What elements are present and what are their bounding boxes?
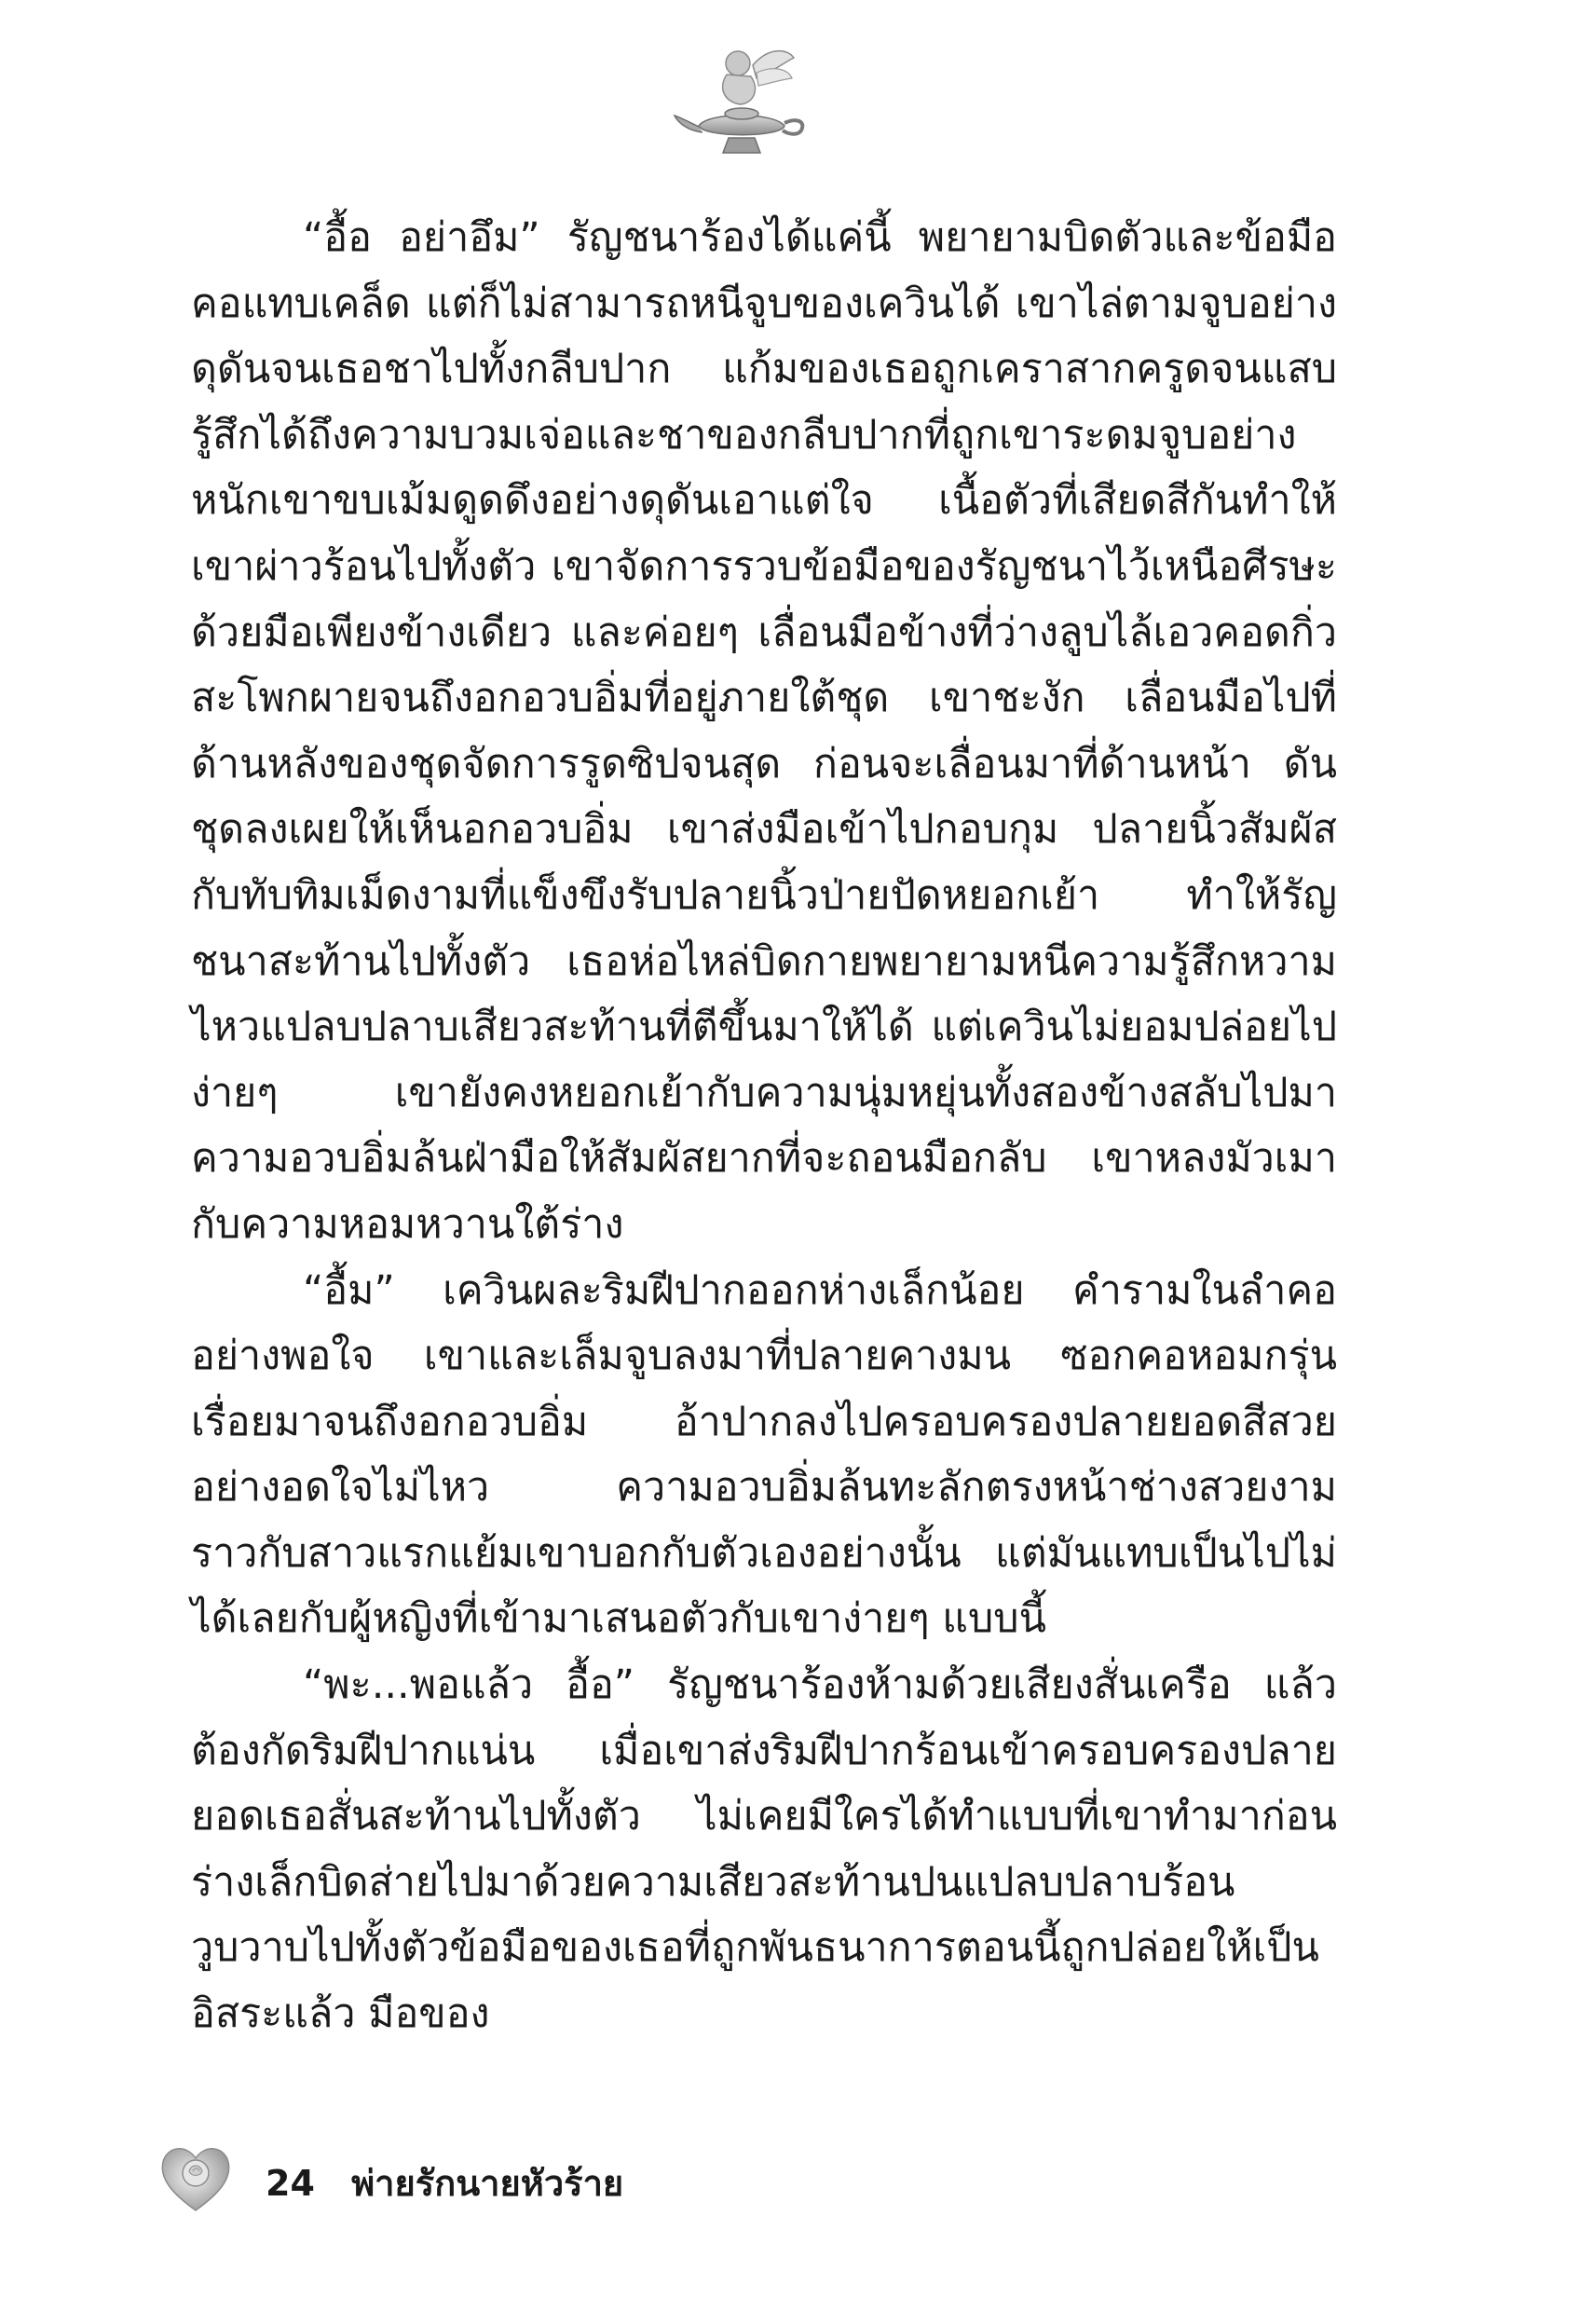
rose-heart-icon (154, 2134, 238, 2218)
body-text (191, 205, 1337, 2047)
paragraph: “อื้อ อย่าอึม” รัญชนาร้องได้แค่นี้ พยายามบิดตัวและข้อมือคอแทบเคล็ด แต่ก็ไม่สามารถหนีจูบของเควินได้ เขาไล่ตามจูบอย่างดุดันจนเธอชาไปทั้งกลีบปาก แก้มของเธอถูกเคราสากครูดจนแสบรู้สึกได้ถึงความบวมเจ่อและชาของกลีบปากที่ถูกเขาระดมจูบอย่างหนักเขาขบเม้มดูดดึงอย่างดุดันเอาแต่ใจ เนื้อตัวที่เสียดสีกันทำให้เขาผ่าวร้อนไปทั้งตัว เขาจัดการรวบข้อมือของรัญชนาไว้เหนือศีรษะด้วยมือเพียงข้างเดียว และค่อยๆ เลื่อนมือข้างที่ว่างลูบไล้เอวคอดกิ่ว สะโพกผายจนถึงอกอวบอิ่มที่อยู่ภายใต้ชุด เขาชะงัก เลื่อนมือไปที่ด้านหลังของชุดจัดการรูดซิปจนสุด ก่อนจะเลื่อนมาที่ด้านหน้า ดันชุดลงเผยให้เห็นอกอวบอิ่ม เขาส่งมือเข้าไปกอบกุม ปลายนิ้วสัมผัสกับทับทิมเม็ดงามที่แข็งขึงรับปลายนิ้วป่ายปัดหยอกเย้า ทำให้รัญชนาสะท้านไปทั้งตัว เธอห่อไหล่บิดกายพยายามหนีความรู้สึกหวามไหวแปลบปลาบเสียวสะท้านที่ตีขึ้นมาให้ได้ แต่เควินไม่ยอมปล่อยไปง่ายๆ เขายังคงหยอกเย้ากับความนุ่มหยุ่นทั้งสองข้างสลับไปมา ความอวบอิ่มล้นฝ่ามือให้สัมผัสยากที่จะถอนมือกลับ เขาหลงมัวเมากับความหอมหวานใต้ร่าง (191, 214, 1337, 1248)
footer-ornament (154, 2134, 238, 2218)
paragraph: “อื้ม” เควินผละริมฝีปากออกห่างเล็กน้อย คำรามในลำคออย่างพอใจ เขาและเล็มจูบลงมาที่ปลายคางมน ซอกคอหอมกรุ่น เรื่อยมาจนถึงอกอวบอิ่ม อ้าปากลงไปครอบครองปลายยอดสีสวยอย่างอดใจไม่ไหว ความอวบอิ่มล้นทะลักตรงหน้าช่างสวยงามราวกับสาวแรกแย้มเขาบอกกับตัวเองอย่างนั้น แต่มันแทบเป็นไปไม่ได้เลยกับผู้หญิงที่เข้ามาเสนอตัวกับเขาง่ายๆ แบบนี้ (191, 1266, 1337, 1643)
cupid-genie-lamp-icon (671, 37, 820, 168)
footer-text (266, 2154, 623, 2211)
page-number: 24 (266, 2163, 315, 2204)
page-footer (154, 2134, 899, 2218)
header-logo (671, 37, 820, 168)
book-title: พ่ายรักนายหัวร้าย (351, 2163, 624, 2204)
paragraph: “พะ...พอแล้ว อื้อ” รัญชนาร้องห้ามด้วยเสียงสั่นเครือ แล้วต้องกัดริมฝีปากแน่น เมื่อเขาส่งริมฝีปากร้อนเข้าครอบครองปลายยอดเธอสั่นสะท้านไปทั้งตัว ไม่เคยมีใครได้ทำแบบที่เขาทำมาก่อน ร่างเล็กบิดส่ายไปมาด้วยความเสียวสะท้านปนแปลบปลาบร้อนวูบวาบไปทั้งตัวข้อมือของเธอที่ถูกพันธนาการตอนนี้ถูกปล่อยให้เป็นอิสระแล้ว มือของ (191, 1661, 1337, 2038)
